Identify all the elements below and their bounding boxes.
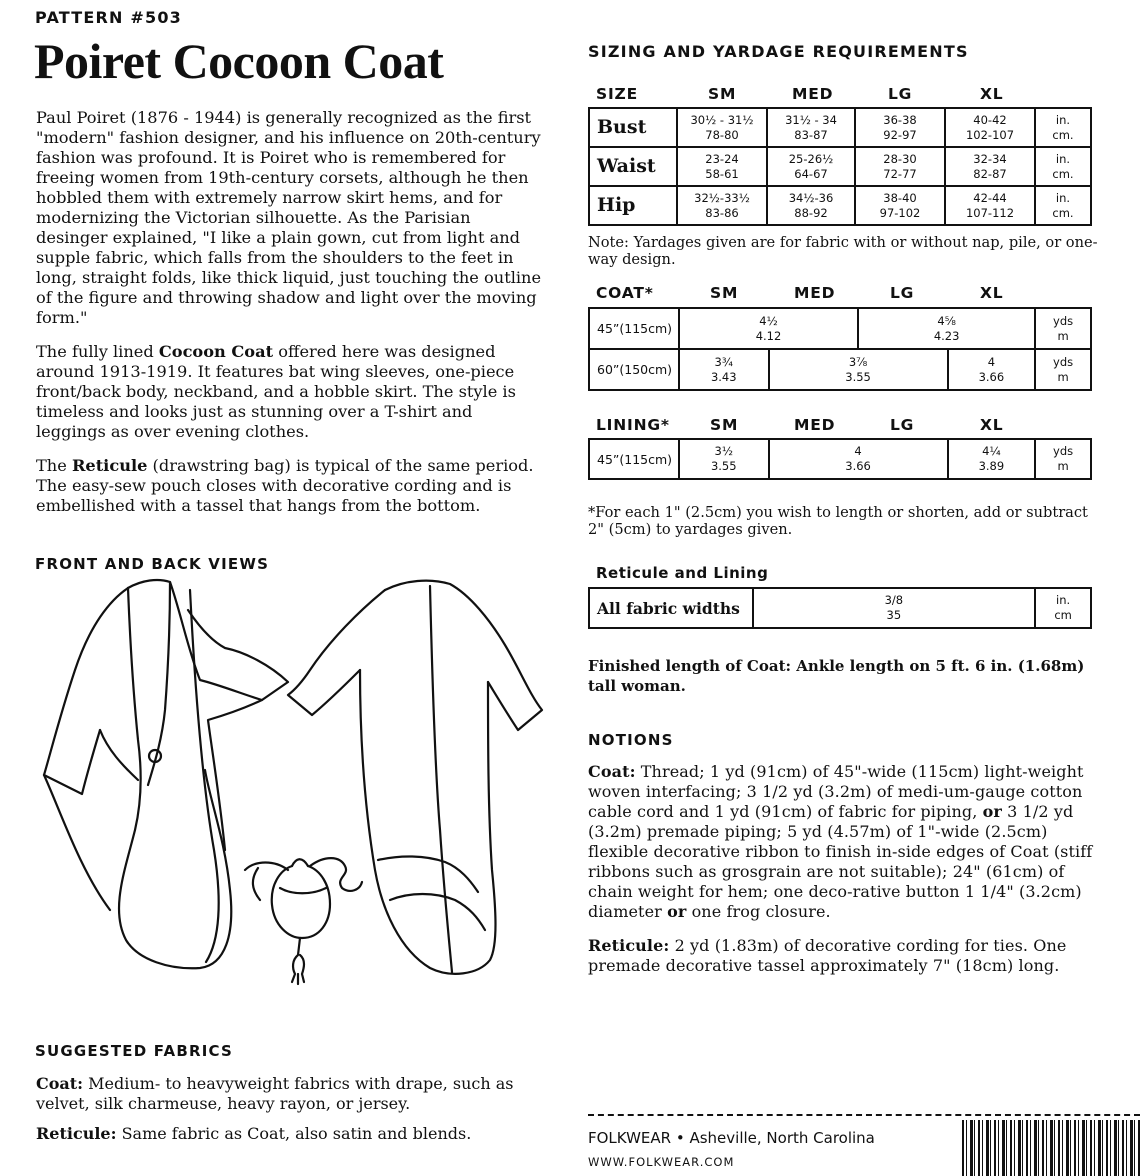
coat-lg: LG: [890, 284, 915, 302]
row-label: Hip: [589, 186, 677, 225]
body-measurements-table: [588, 107, 1092, 226]
front-view-drawing: [44, 580, 288, 968]
notions-heading: NOTIONS: [588, 731, 674, 749]
size-xl: XL: [980, 85, 1004, 103]
row-label: Waist: [589, 147, 677, 186]
lining-label: LINING*: [596, 416, 670, 434]
table-row: 45”(115cm) 3½ 3.55 4 3.66 4¼ 3.89 yds m: [589, 439, 1091, 479]
length-note: *For each 1" (2.5cm) you wish to length or shorten, add or subtract 2" (5cm) to yardages given.: [588, 504, 1088, 538]
reticule-table: [588, 587, 1092, 629]
table-row: 45”(115cm) 4½ 4.12 4⅝ 4.23 yds m: [589, 308, 1091, 349]
coat-description: The fully lined Cocoon Coat offered here was designed around 1913-1919. It features bat wing sleeves, one-piece front/back body, neckband, and a hobble skirt. The style is timeless and looks just as stunning over a T-shirt and leggings as over evening clothes.: [36, 342, 516, 441]
lining-yardage-table: [588, 438, 1092, 480]
reticule-description: The Reticule (drawstring bag) is typical of the same period. The easy-sew pouch closes with decorative cording and is embellished with a tassel that hangs from the bottom.: [36, 456, 534, 515]
fabrics-heading: SUGGESTED FABRICS: [35, 1042, 233, 1060]
notions-reticule: Reticule: 2 yd (1.83m) of decorative cording for ties. One premade decorative tassel approximately 7" (18cm) long.: [588, 936, 1067, 975]
notions-coat: Coat: Thread; 1 yd (91cm) of 45"-wide (115cm) light-weight woven interfacing; 3 1/2 yd (3.2m) of medi-um-gauge cotton cable cord and 1 yd (91cm) of fabric for piping, or 3 1/2 yd (3.2m) premade piping; 5 yd (4.57m) of 1"-wide (2.5cm) flexible decorative ribbon to finish in-side edges of Coat (stiff ribbons such as grosgrain are not suitable); 24" (61cm) of chain weight for hem; one deco-rative button 1 1/4" (3.2cm) diameter or one frog closure.: [588, 762, 1093, 921]
lining-lg: LG: [890, 416, 915, 434]
coat-med: MED: [794, 284, 836, 302]
finished-length: Finished length of Coat: Ankle length on 5 ft. 6 in. (1.68m) tall woman.: [588, 657, 1085, 695]
table-row: Hip 32½-33½ 83-86 34½-36 88-92 38-40 97-102 42-44 107-112 in. cm.: [589, 186, 1091, 225]
table-row: 60”(150cm) 3¾ 3.43 3⅞ 3.55 4 3.66 yds m: [589, 349, 1091, 390]
footer-divider: [588, 1114, 1140, 1116]
pattern-number: PATTERN #503: [35, 8, 183, 27]
row-label: Bust: [589, 108, 677, 147]
coat-yardage-table: [588, 307, 1092, 391]
table-row: Bust 30½ - 31½ 78-80 31½ - 34 83-87 36-38 92-97 40-42 102-107 in. cm.: [589, 108, 1091, 147]
yardage-note: Note: Yardages given are for fabric with or without nap, pile, or one-way design.: [588, 234, 1098, 268]
size-lg: LG: [888, 85, 913, 103]
footer-url[interactable]: WWW.FOLKWEAR.COM: [588, 1155, 735, 1169]
size-label: SIZE: [596, 85, 638, 103]
coat-illustration: [30, 570, 550, 995]
size-med: MED: [792, 85, 834, 103]
reticule-heading: Reticule and Lining: [596, 564, 769, 582]
views-heading: FRONT AND BACK VIEWS: [35, 555, 270, 573]
lining-xl: XL: [980, 416, 1004, 434]
page-title: Poiret Cocoon Coat: [34, 33, 444, 89]
coat-xl: XL: [980, 284, 1004, 302]
fabric-coat: Coat: Medium- to heavyweight fabrics with drape, such as velvet, silk charmeuse, heavy rayon, or jersey.: [36, 1074, 514, 1113]
fabric-reticule: Reticule: Same fabric as Coat, also satin and blends.: [36, 1124, 472, 1143]
coat-label: COAT*: [596, 284, 654, 302]
barcode: [962, 1120, 1140, 1176]
coat-sm: SM: [710, 284, 739, 302]
lining-sm: SM: [710, 416, 739, 434]
intro-paragraph: Paul Poiret (1876 - 1944) is generally recognized as the first "modern" fashion designer, and his influence on 20th-century fashion was profound. It is Poiret who is remembered for freeing women from 19th-century corsets, although he then hobbled them with extremely narrow skirt hems, and for modernizing the Victorian silhouette. As the Parisian desinger explained, "I like a plain gown, cut from light and supple fabric, which falls from the shoulders to the feet in long, straight folds, like thick liquid, just touching the outline of the figure and throwing shadow and light over the moving form.": [36, 108, 542, 327]
size-sm: SM: [708, 85, 737, 103]
table-row: All fabric widths 3/8 35 in. cm: [589, 588, 1091, 628]
table-row: Waist 23-24 58-61 25-26½ 64-67 28-30 72-77 32-34 82-87 in. cm.: [589, 147, 1091, 186]
reticule-drawing: [245, 858, 362, 984]
lining-med: MED: [794, 416, 836, 434]
back-view-drawing: [288, 581, 542, 974]
footer-brand: FOLKWEAR • Asheville, North Carolina: [588, 1129, 875, 1147]
sizing-heading: SIZING AND YARDAGE REQUIREMENTS: [588, 42, 969, 61]
